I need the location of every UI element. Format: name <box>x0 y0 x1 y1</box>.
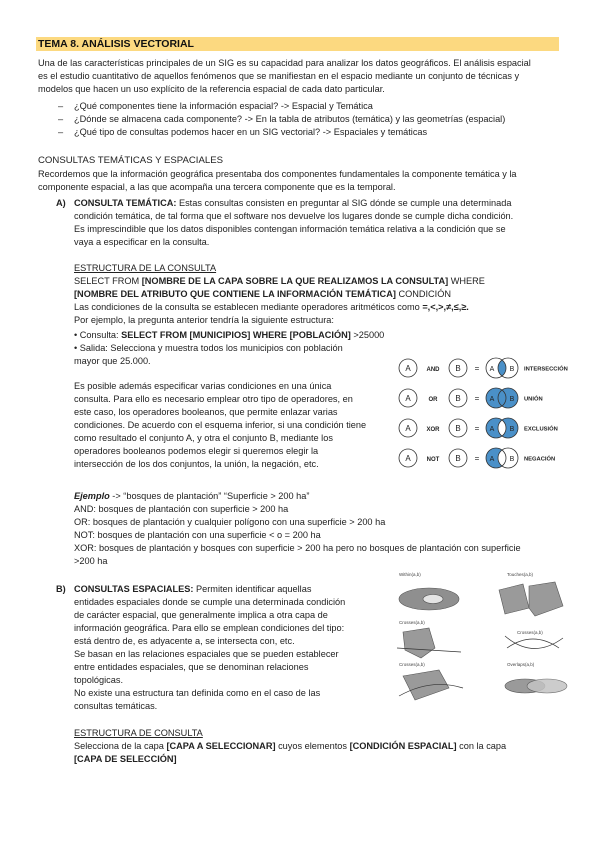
section-b-line: información geográfica. Para ello se emplean condiciones del tipo: <box>74 623 345 633</box>
result-name: INTERSECCIÓN <box>524 366 568 373</box>
page-title: TEMA 8. ANÁLISIS VECTORIAL <box>38 38 194 50</box>
ejemplo-item: AND: bosques de plantación con superficie > 200 ha <box>74 504 289 514</box>
structure-condition: [CONDICIÓN ESPACIAL] <box>349 741 457 751</box>
operators: =,<,>,≠,≤,≥. <box>422 302 469 312</box>
set-b-label: B <box>455 454 461 463</box>
ejemplo-item: NOT: bosques de plantación con una superficie < o = 200 ha <box>74 530 321 540</box>
structure-line-b <box>74 740 506 753</box>
structure-text: Selecciona de la capa <box>74 741 167 751</box>
section-intro: Recordemos que la información geográfica presentaba dos componentes fundamentales la componente temática y la <box>38 169 517 179</box>
section-b-text: Permiten identificar aquellas <box>193 584 312 594</box>
touches-a <box>499 584 529 614</box>
ejemplo-label: Ejemplo <box>74 491 110 501</box>
structure-text: con la capa <box>456 741 507 751</box>
boolean-text: Es posible además especificar varias condiciones en una única <box>74 381 332 391</box>
result-b-label: B <box>509 426 515 433</box>
section-heading: CONSULTAS TEMÁTICAS Y ESPACIALES <box>38 155 224 166</box>
question: ¿Qué tipo de consultas podemos hacer en un SIG vectorial? -> Espaciales y temáticas <box>74 127 428 137</box>
bullet-dash: – <box>58 114 64 124</box>
crosses-polygon-2 <box>403 670 449 700</box>
operator-label: NOT <box>426 457 440 463</box>
result-b-label: B <box>509 366 515 373</box>
topology-label: Within(a,b) <box>399 572 421 577</box>
structure-selection-layer: [CAPA DE SELECCIÓN] <box>74 754 177 764</box>
topology-label: Crosses(a,b) <box>517 630 543 635</box>
operator-label: OR <box>428 397 438 403</box>
result-a-label: A <box>489 366 495 373</box>
ejemplo-line <box>74 490 309 503</box>
section-b-line: No existe una estructura tan definida como en el caso de las <box>74 688 321 698</box>
topology-label: Crosses(a,b) <box>399 620 425 625</box>
ejemplo-item: >200 ha <box>74 556 108 566</box>
section-b-line: de carácter espacial, que generalmente implica a otra capa de <box>74 610 328 620</box>
section-intro: componente espacial, a las que acompaña una tercera componente que es la temporal. <box>38 182 396 192</box>
sql-text: SELECT FROM <box>74 276 142 286</box>
section-b-line: entre entidades espaciales, que se denominan relaciones <box>74 662 309 672</box>
conditions-text: Las condiciones de la consulta se establecen mediante operadores aritméticos como <box>74 302 423 312</box>
section-a-line: Es imprescindible que los datos disponibles contengan información temática relativa a la condición que se <box>74 224 506 234</box>
set-a-label: A <box>405 394 411 403</box>
structure-layer: [CAPA A SELECCIONAR] <box>166 741 276 751</box>
consulta-text: >25000 <box>350 330 385 340</box>
bullet-dash: – <box>58 127 64 137</box>
result-name: EXCLUSIÓN <box>524 426 558 433</box>
boolean-text: como resultado el conjunto A, y otra el conjunto B, mediante los <box>74 433 333 443</box>
ejemplo-text: -> “bosques de plantación” “Superficie > 200 ha” <box>109 491 310 501</box>
example-intro: Por ejemplo, la pregunta anterior tendría la siguiente estructura: <box>74 315 334 325</box>
boolean-text: condiciones. De acuerdo con el esquema inferior, si una condición tiene <box>74 420 367 430</box>
section-a-label: CONSULTA TEMÁTICA: <box>74 198 177 208</box>
venn-row-or <box>399 388 543 408</box>
sql-layer: [NOMBRE DE LA CAPA SOBRE LA QUE REALIZAMOS LA CONSULTA] <box>141 276 449 286</box>
section-b-first-line <box>74 583 311 596</box>
set-a-label: A <box>405 454 411 463</box>
section-a-marker: A) <box>56 198 66 208</box>
consulta-line <box>74 329 384 342</box>
boolean-text: este caso, los operadores booleanos, que permite enlazar varias <box>74 407 338 417</box>
section-a-line: condición temática, de tal forma que el software nos devuelve los lugares donde se cumple dicha condición. <box>74 211 514 221</box>
ejemplo-item: OR: bosques de plantación y cualquier polígono con una superficie > 200 ha <box>74 517 386 527</box>
section-b-line: entidades espaciales donde se cumple una determinada condición <box>74 597 346 607</box>
equals-sign: = <box>474 364 480 373</box>
result-b-label: B <box>509 396 515 403</box>
sql-attribute: [NOMBRE DEL ATRIBUTO QUE CONTIENE LA INFORMACIÓN TEMÁTICA] <box>74 289 396 299</box>
section-b-marker: B) <box>56 584 66 594</box>
consulta-text: • Consulta: <box>74 330 122 340</box>
operator-label: AND <box>426 367 440 373</box>
section-b-line: está dentro de, es adyacente a, se intersecta con, etc. <box>74 636 295 646</box>
salida-line: • Salida: Selecciona y muestra todos los municipios con población <box>74 343 343 353</box>
consulta-query: SELECT FROM [MUNICIPIOS] WHERE [POBLACIÓN] <box>121 330 351 340</box>
operator-label: XOR <box>426 427 440 433</box>
within-inner <box>423 595 443 604</box>
structure-heading-b: ESTRUCTURA DE CONSULTA <box>74 728 203 738</box>
crosses-polygon <box>403 628 435 658</box>
result-b-label: B <box>509 456 515 463</box>
boolean-text: intersección de los dos conjuntos, la unión, la negación, etc. <box>74 459 319 469</box>
topology-figure <box>395 568 573 710</box>
sql-text: WHERE <box>448 276 485 286</box>
result-a-label: A <box>489 456 495 463</box>
result-name: UNIÓN <box>524 396 543 403</box>
question: ¿Dónde se almacena cada componente? -> En la tabla de atributos (temática) y las geometrías (espacial) <box>74 114 506 124</box>
sql-line-2 <box>74 288 451 301</box>
section-a-line: vaya a especificar en la consulta. <box>74 237 210 247</box>
overlap-b <box>527 679 567 693</box>
intro-line: Una de las características principales de un SIG es su capacidad para analizar los datos geográficos. El análisis espacial <box>38 58 531 68</box>
set-b-label: B <box>455 394 461 403</box>
set-a-label: A <box>405 424 411 433</box>
section-a-first-line <box>74 197 511 210</box>
section-b-label: CONSULTAS ESPACIALES: <box>74 584 194 594</box>
topology-label: Touches(a,b) <box>507 572 534 577</box>
equals-sign: = <box>474 394 480 403</box>
result-a-label: A <box>489 396 495 403</box>
set-b-label: B <box>455 364 461 373</box>
boolean-text: consulta. Para ello es necesario emplear otro tipo de operadores, en <box>74 394 353 404</box>
intro-line: modelos que hacen un uso explícito de la referencia espacial de cada dato particular. <box>38 84 385 94</box>
section-b-line: Se basan en las relaciones espaciales que se pueden establecer <box>74 649 339 659</box>
result-a-label: A <box>489 426 495 433</box>
set-a-label: A <box>405 364 411 373</box>
crosses-curve-b <box>505 636 563 649</box>
result-name: NEGACIÓN <box>524 456 556 463</box>
structure-text: cuyos elementos <box>275 741 350 751</box>
venn-diagrams <box>398 352 578 476</box>
question: ¿Qué componentes tiene la información espacial? -> Espacial y Temática <box>74 101 373 111</box>
venn-row-not <box>399 448 555 468</box>
topology-label: Overlaps(a,b) <box>507 662 535 667</box>
boolean-text: operadores booleanos podemos elegir si queremos elegir la <box>74 446 319 456</box>
topology-label: Crosses(a,b) <box>399 662 425 667</box>
section-b-line: consultas temáticas. <box>74 701 158 711</box>
bullet-dash: – <box>58 101 64 111</box>
section-b-line: topológicas. <box>74 675 124 685</box>
touches-b <box>529 582 563 616</box>
equals-sign: = <box>474 424 480 433</box>
venn-row-xor <box>399 418 558 438</box>
ejemplo-item: XOR: bosques de plantación y bosques con superficie > 200 ha pero no bosques de plantación con superficie <box>74 543 521 553</box>
venn-row-and <box>399 358 568 378</box>
sql-text: CONDICIÓN <box>395 289 452 299</box>
section-a-text: Estas consultas consisten en preguntar al SIG dónde se cumple una determinada <box>176 198 512 208</box>
salida-line: mayor que 25.000. <box>74 356 151 366</box>
sql-line-1 <box>74 275 485 288</box>
crosses-curve-a <box>507 639 559 648</box>
structure-heading-a: ESTRUCTURA DE LA CONSULTA <box>74 263 217 273</box>
equals-sign: = <box>474 454 480 463</box>
set-b-label: B <box>455 424 461 433</box>
conditions-line <box>74 301 469 314</box>
intro-line: es el estudio cuantitativo de aquellos fenómenos que se manifiestan en el espacio mediante un conjunto de técnicas y <box>38 71 520 81</box>
